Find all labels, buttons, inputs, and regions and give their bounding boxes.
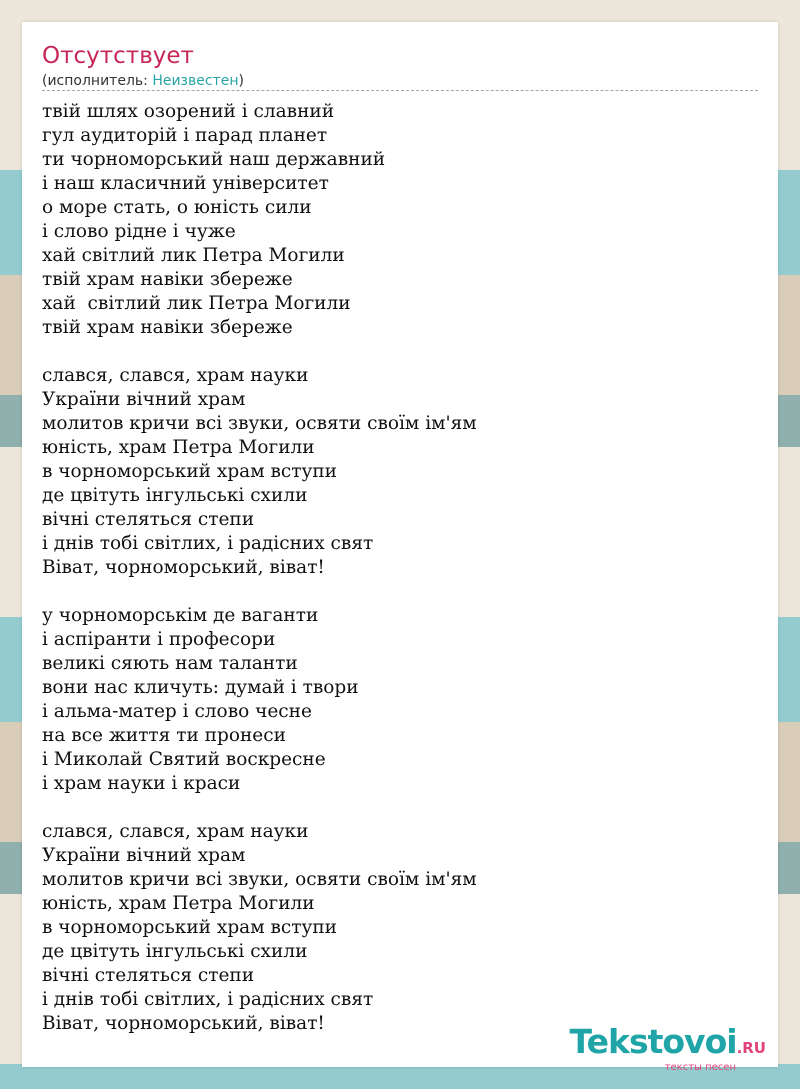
lyric-line: на все життя ти пронеси <box>42 725 286 746</box>
logo-tagline: тексты песен <box>664 1062 736 1073</box>
lyric-line: і днів тобі світлих, і радісних свят <box>42 989 374 1010</box>
lyric-line: України вічний храм <box>42 845 246 866</box>
lyric-line: де цвітуть інгульські схили <box>42 485 308 506</box>
lyrics-text <box>42 100 758 1036</box>
lyric-line: юність, храм Петра Могили <box>42 437 315 458</box>
title-divider <box>42 90 758 91</box>
lyric-line: вічні стеляться степи <box>42 509 255 530</box>
lyric-line: і альма-матер і слово чесне <box>42 701 312 722</box>
lyric-line: хай світлий лик Петра Могили <box>42 293 351 314</box>
lyric-line: юність, храм Петра Могили <box>42 893 315 914</box>
lyrics-card <box>22 22 778 1067</box>
performer-prefix: (исполнитель: <box>42 73 153 89</box>
lyric-line: слався, слався, храм науки <box>42 821 309 842</box>
lyric-line: ти чорноморський наш державний <box>42 149 386 170</box>
lyric-line: твій храм навіки збереже <box>42 317 293 338</box>
lyric-line: де цвітуть інгульські схили <box>42 941 308 962</box>
lyric-line: великі сяють нам таланти <box>42 653 298 674</box>
lyric-line: Віват, чорноморський, віват! <box>42 1013 325 1034</box>
lyric-line: Віват, чорноморський, віват! <box>42 557 325 578</box>
lyric-line: в чорноморський храм вступи <box>42 917 338 938</box>
lyric-line: і наш класичний університет <box>42 173 329 194</box>
lyric-line: вони нас кличуть: думай і твори <box>42 677 359 698</box>
lyric-line <box>42 580 758 604</box>
artist-link[interactable]: Неизвестен <box>152 73 239 89</box>
lyric-line: гул аудиторій і парад планет <box>42 125 328 146</box>
lyric-line: вічні стеляться степи <box>42 965 255 986</box>
logo-name: Tekstovoi <box>569 1022 737 1061</box>
lyric-line <box>42 796 758 820</box>
lyric-line: молитов кричи всі звуки, освяти своїм ім'ям <box>42 413 477 434</box>
lyric-line: і храм науки і краси <box>42 773 241 794</box>
lyric-line: о море стать, о юність сили <box>42 197 312 218</box>
song-title: Отсутствует <box>42 43 194 69</box>
lyric-line <box>42 340 758 364</box>
lyric-line: і аспіранти і професори <box>42 629 276 650</box>
lyric-line: слався, слався, храм науки <box>42 365 309 386</box>
lyric-line: і днів тобі світлих, і радісних свят <box>42 533 374 554</box>
lyric-line: твій шлях озорений і славний <box>42 101 335 122</box>
lyric-line: України вічний храм <box>42 389 246 410</box>
lyric-line: і Миколай Святий воскресне <box>42 749 326 770</box>
lyric-line: у чорноморськім де ваганти <box>42 605 319 626</box>
logo-suffix: .RU <box>736 1039 766 1057</box>
lyric-line: молитов кричи всі звуки, освяти своїм ім'ям <box>42 869 477 890</box>
lyric-line: і слово рідне і чуже <box>42 221 236 242</box>
performer-line <box>42 72 244 90</box>
lyric-line: хай світлий лик Петра Могили <box>42 245 345 266</box>
site-logo[interactable] <box>570 1024 766 1074</box>
lyric-line: твій храм навіки збереже <box>42 269 293 290</box>
lyric-line: в чорноморський храм вступи <box>42 461 338 482</box>
performer-suffix: ) <box>238 73 244 89</box>
